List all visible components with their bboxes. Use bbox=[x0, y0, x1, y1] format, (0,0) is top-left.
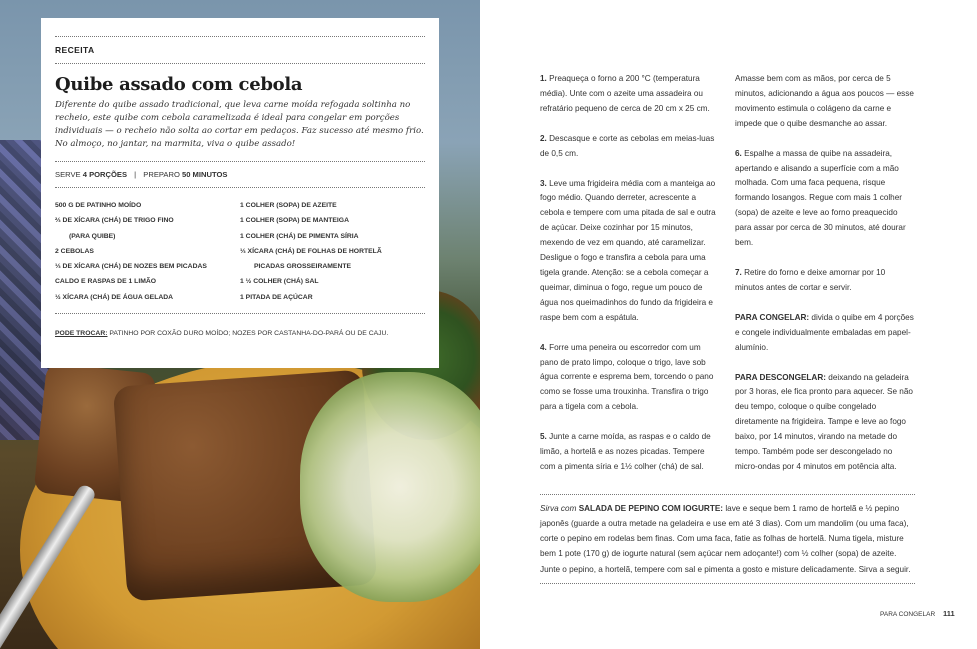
step-number: 3. bbox=[540, 178, 547, 188]
ingredient-item: ⅔ DE XÍCARA (CHÁ) DE TRIGO FINO bbox=[55, 217, 174, 225]
serve-label: SERVE bbox=[55, 170, 81, 179]
method-step bbox=[735, 72, 915, 132]
ingredient-item: PICADAS GROSSEIRAMENTE bbox=[254, 263, 352, 271]
ingredient-item: 1 ½ COLHER (CHÁ) SAL bbox=[240, 278, 319, 286]
serve-with-box bbox=[540, 494, 915, 584]
ingredient-item: 1 COLHER (CHÁ) DE PIMENTA SÍRIA bbox=[240, 232, 359, 240]
dotted-rule bbox=[55, 63, 425, 64]
step-text: deixando na geladeira por 3 horas, ele fica pronto para aquecer. Se não deu tempo, coloque o quibe congelado diretamente na frigideira. Tampe e leve ao fogo baixo, por 14 minutos, virando na metade do tempo. Também pode ser descongelado no micro-ondas por 4 minutos em potência alta. bbox=[735, 372, 913, 471]
substitution-note bbox=[55, 324, 425, 337]
prep-value: 50 MINUTOS bbox=[181, 170, 228, 179]
ingredients-list bbox=[55, 198, 425, 305]
step-number: 2. bbox=[540, 133, 547, 143]
substitution-text: PATINHO POR COXÃO DURO MOÍDO; NOZES POR CASTANHA-DO-PARÁ OU DE CAJU. bbox=[109, 330, 389, 338]
serving-info bbox=[55, 170, 425, 179]
recipe-title: Quibe assado com cebola bbox=[55, 74, 303, 95]
dotted-rule bbox=[55, 313, 425, 314]
method-step bbox=[540, 341, 720, 416]
step-number: 6. bbox=[735, 148, 742, 158]
step-text: divida o quibe em 4 porções e congele individualmente embaladas em papel-alumínio. bbox=[735, 312, 914, 352]
method-step bbox=[735, 147, 915, 251]
step-text: Retire do forno e deixe amornar por 10 minutos antes de cortar e servir. bbox=[735, 267, 886, 292]
cucumber-yogurt-salad bbox=[300, 372, 480, 602]
step-text: Junte a carne moída, as raspas e o caldo de limão, a hortelã e as nozes picadas. Tempere com a pimenta síria e 1½ colher (chá) de sal. bbox=[540, 432, 711, 471]
page-number: 111 bbox=[942, 609, 955, 618]
section-label: RECEITA bbox=[55, 45, 95, 55]
serve-with-dish: SALADA DE PEPINO COM IOGURTE: bbox=[578, 503, 724, 513]
recipe-card bbox=[41, 18, 439, 368]
separator: | bbox=[134, 170, 137, 179]
dotted-rule bbox=[55, 161, 425, 162]
step-number: 7. bbox=[735, 267, 742, 277]
step-text: Forre uma peneira ou escorredor com um pano de prato limpo, coloque o trigo, lave sob água corrente e esprema bem, torcendo o pano como se fosse uma trouxinha. Transfira o trigo para a tigela com a cebola. bbox=[540, 342, 714, 412]
serve-with-text: lave e seque bem 1 ramo de hortelã e ½ pepino japonês (guarde a outra metade na geladeira e use em até 3 dias). Com um mandolim (ou uma faca), corte o pepino em rodelas bem finas. Com uma faca, fatie as folhas de hortelã. Numa tigela, misture bem 1 pote (170 g) de iogurte natural (sem açúcar nem adoçante!) com ½ colher (sopa) de azeite. Junte o pepino, a hortelã, tempere com sal e pimenta a gosto e misture delicadamente. Sirva a seguir. bbox=[540, 503, 911, 574]
page-footer bbox=[880, 609, 955, 618]
footer-section: PARA CONGELAR bbox=[880, 611, 936, 618]
dotted-rule bbox=[55, 36, 425, 37]
step-number: 5. bbox=[540, 432, 547, 442]
ingredient-item: ½ XÍCARA (CHÁ) DE ÁGUA GELADA bbox=[55, 293, 174, 301]
ingredient-item: ⅓ XÍCARA (CHÁ) DE FOLHAS DE HORTELÃ bbox=[240, 247, 382, 255]
method-step bbox=[540, 132, 720, 162]
method-step bbox=[735, 371, 915, 475]
step-number: 4. bbox=[540, 342, 547, 352]
dotted-rule bbox=[55, 187, 425, 188]
method-step bbox=[540, 430, 720, 475]
step-text: Amasse bem com as mãos, por cerca de 5 minutos, adicionando a água aos poucos — esse movimento estimula o colágeno da carne e impede que o quibe desmanche ao assar. bbox=[735, 74, 914, 128]
substitution-label: PODE TROCAR: bbox=[55, 330, 108, 338]
step-text: Preaqueça o forno a 200 °C (temperatura média). Unte com o azeite uma assadeira ou refratário pequeno de cerca de 20 cm x 25 cm. bbox=[540, 74, 710, 113]
step-number: PARA DESCONGELAR: bbox=[735, 372, 826, 382]
ingredient-item: 1 COLHER (SOPA) DE MANTEIGA bbox=[240, 217, 350, 225]
step-number: 1. bbox=[540, 74, 547, 83]
ingredient-item: 2 CEBOLAS bbox=[55, 247, 94, 255]
step-text: Espalhe a massa de quibe na assadeira, apertando e alisando a superfície com a mão molhada. Com uma faca pequena, risque formando losangos. Regue com mais 1 colher (sopa) de azeite e leve ao forno preaquecido para assar por cerca de 30 minutos, até dourar bem. bbox=[735, 148, 906, 248]
ingredient-item: 500 G DE PATINHO MOÍDO bbox=[55, 202, 142, 209]
method-column-right bbox=[735, 72, 915, 490]
method-page bbox=[540, 72, 915, 584]
ingredient-item: 1 COLHER (SOPA) DE AZEITE bbox=[240, 202, 337, 209]
step-text: Leve uma frigideira média com a manteiga ao fogo médio. Quando derreter, acrescente a cebola e tempere com uma pitada de sal e outra de açúcar. Deixe cozinhar por 15 minutos, mexendo de vez em quando, até caramelizar. Desligue o fogo e transfira a cebola para uma tigela grande. Atenção: se a cebola começar a queimar, diminua o fogo, regue um pouco de água nos queimadinhos do fundo da frigideira e raspe bem com a espátula. bbox=[540, 178, 716, 322]
ingredient-item: CALDO E RASPAS DE 1 LIMÃO bbox=[55, 278, 157, 286]
ingredient-item: 1 PITADA DE AÇÚCAR bbox=[240, 293, 313, 301]
ingredient-item: ⅓ DE XÍCARA (CHÁ) DE NOZES BEM PICADAS bbox=[55, 263, 207, 271]
ingredients-column-left bbox=[55, 198, 240, 305]
ingredients-column-right bbox=[240, 198, 425, 305]
ingredient-item: (PARA QUIBE) bbox=[69, 232, 116, 240]
serve-value: 4 PORÇÕES bbox=[82, 170, 128, 179]
method-column-left bbox=[540, 72, 720, 490]
prep-label: PREPARO bbox=[143, 170, 180, 179]
recipe-intro: Diferente do quibe assado tradicional, que leva carne moída refogada soltinha no recheio, este quibe com cebola caramelizada é ideal para congelar em porções individuais — o recheio não solta ao cortar em pedaços. Faz sucesso até mesmo frio. No almoço, no jantar, na marmita, viva o quibe assado! bbox=[55, 100, 424, 149]
step-text: Descasque e corte as cebolas em meias-luas de 0,5 cm. bbox=[540, 133, 715, 158]
step-number: PARA CONGELAR: bbox=[735, 312, 810, 322]
method-step bbox=[735, 266, 915, 296]
method-step bbox=[540, 177, 720, 326]
method-step bbox=[735, 311, 915, 356]
serve-with-prefix: Sirva com bbox=[540, 503, 577, 513]
method-step bbox=[540, 72, 720, 117]
